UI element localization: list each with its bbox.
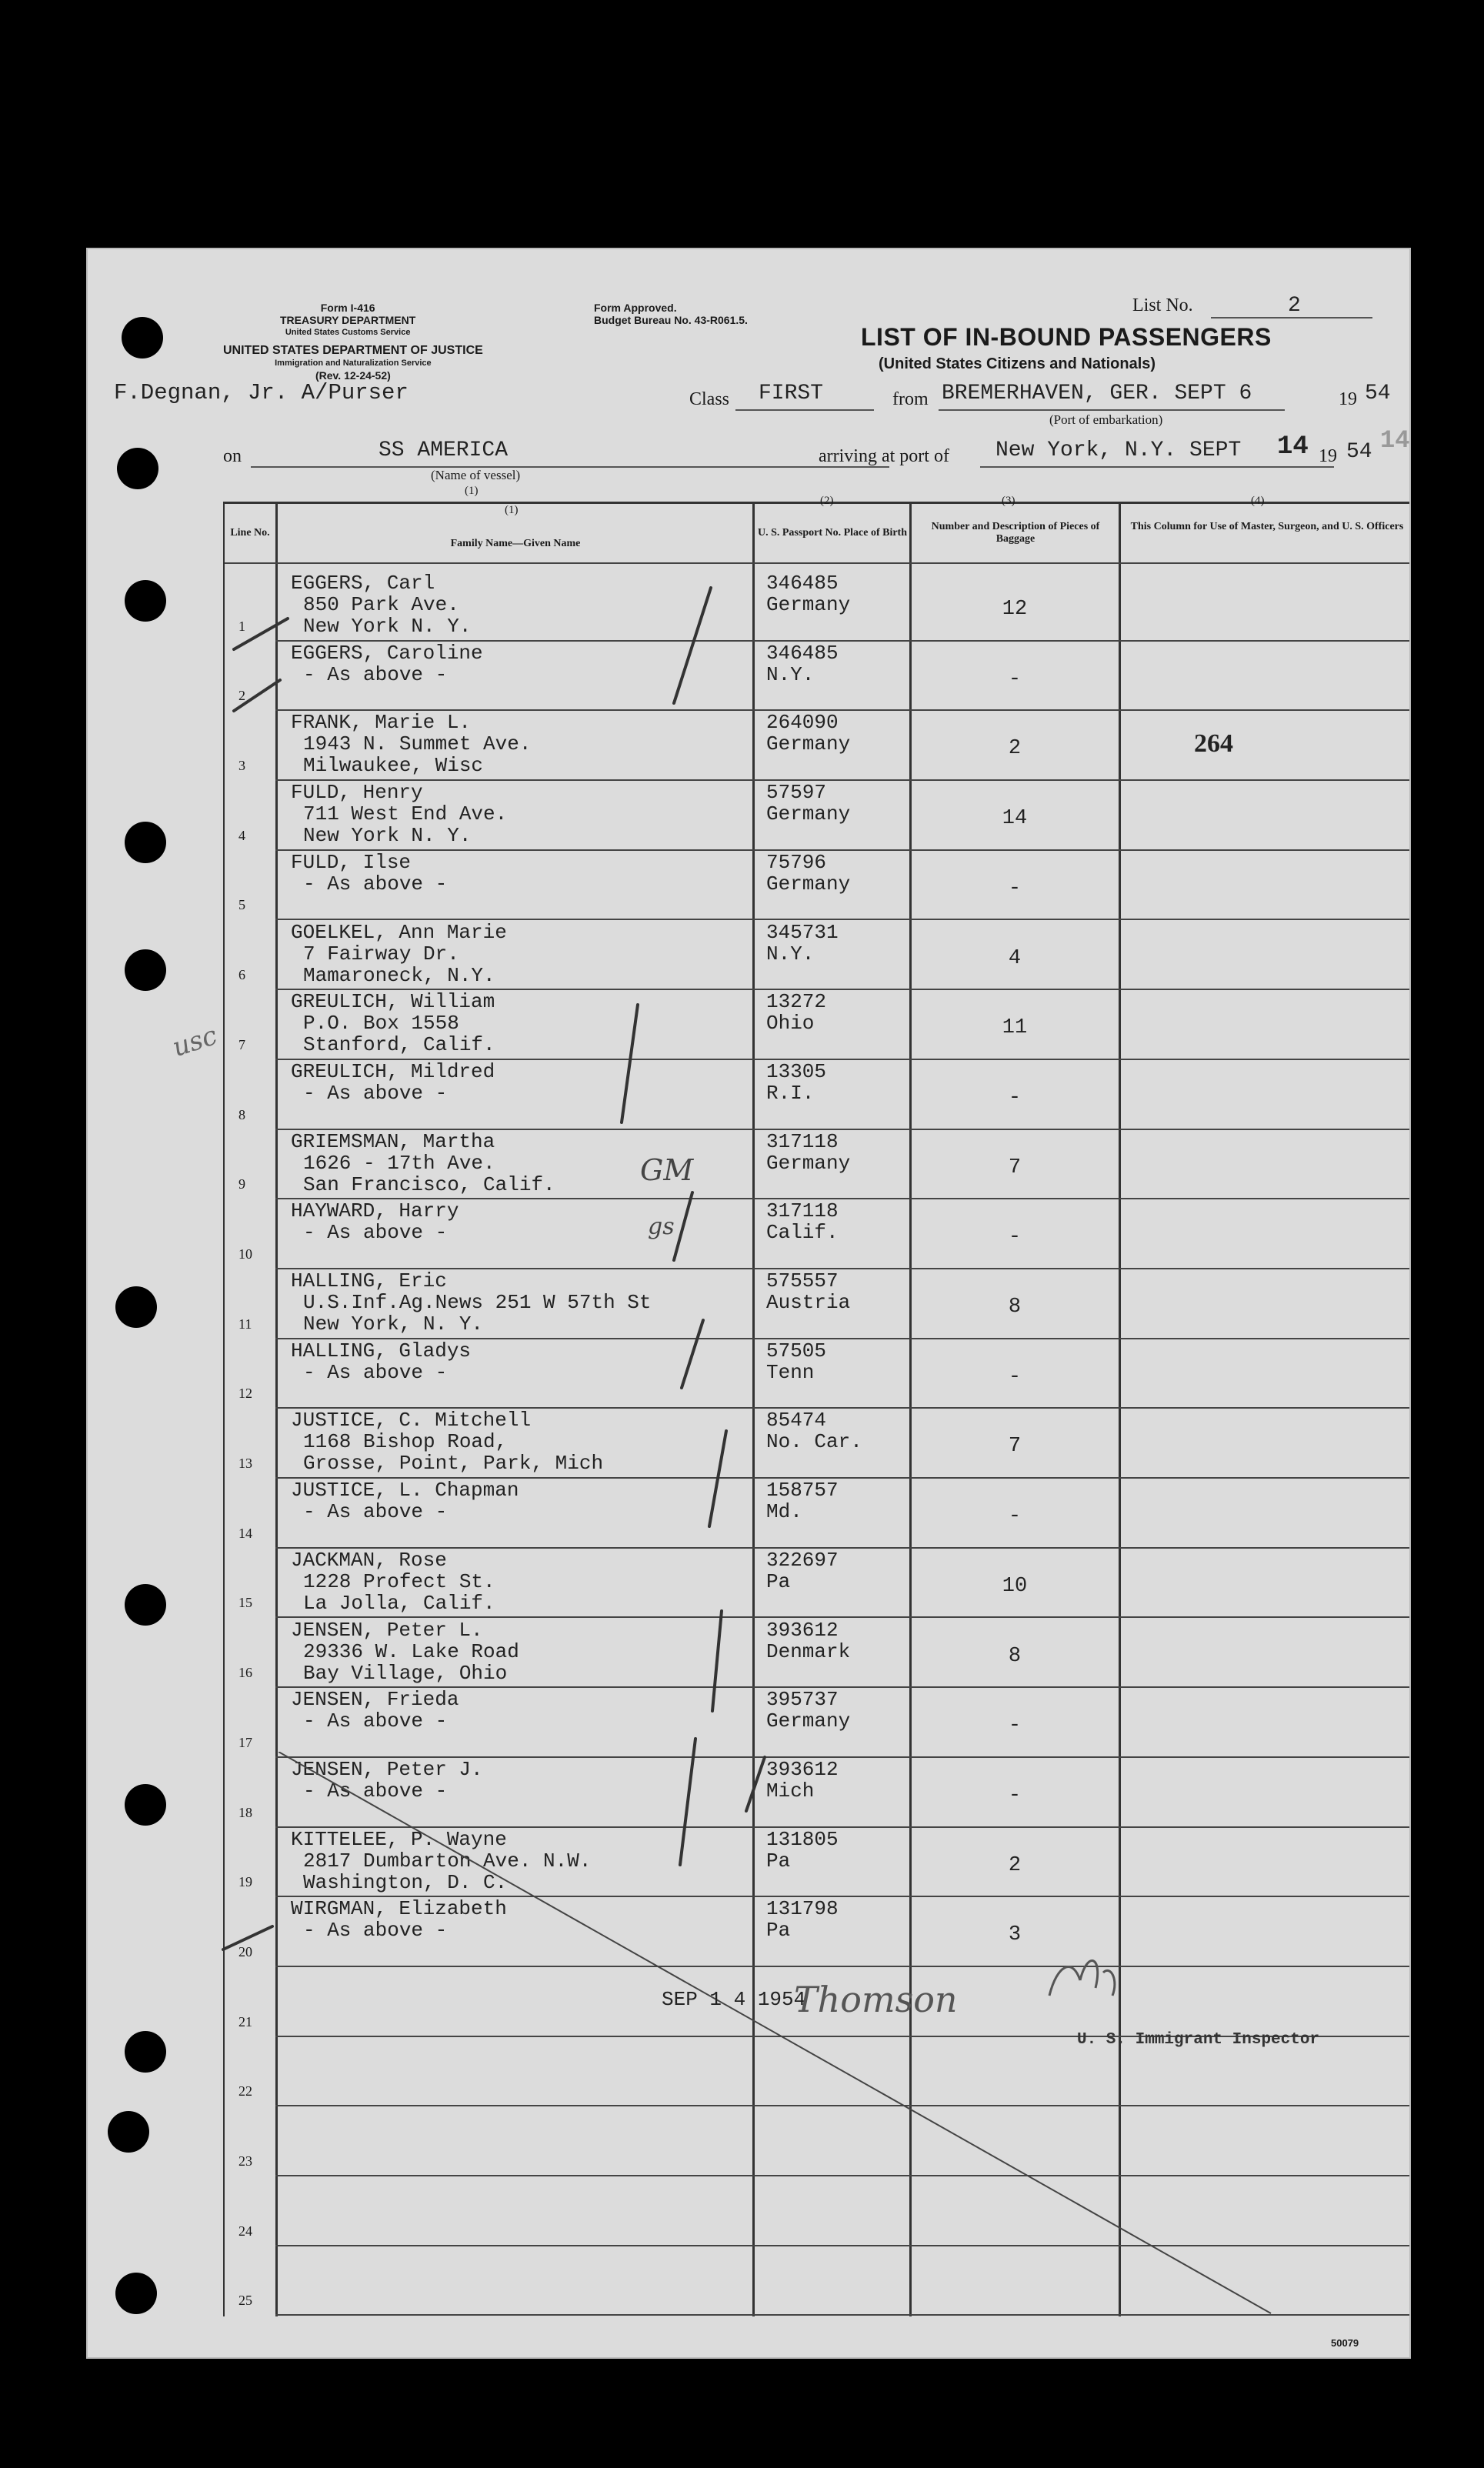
- form-number: Form I-416: [320, 302, 375, 314]
- passenger-address-line1: - As above -: [303, 1360, 448, 1384]
- page-subtitle: (United States Citizens and Nationals): [879, 355, 1156, 372]
- list-no-label: List No.: [1132, 295, 1193, 315]
- passenger-address-line1: 711 West End Ave.: [303, 802, 508, 826]
- passenger-address-line2: New York N. Y.: [303, 824, 472, 848]
- line-number: 16: [238, 1665, 252, 1681]
- passport-number: 575557: [766, 1269, 839, 1292]
- passenger-address-line1: 1228 Profect St.: [303, 1569, 495, 1593]
- arrival-day-margin: 14: [1380, 426, 1410, 455]
- line-number: 11: [238, 1316, 252, 1332]
- passenger-name: EGGERS, Carl: [291, 572, 435, 595]
- passenger-address-line2: Mamaroneck, N.Y.: [303, 963, 495, 987]
- passenger-name: GREULICH, William: [291, 990, 495, 1014]
- passenger-address-line2: New York, N. Y.: [303, 1312, 484, 1336]
- arrival-year-prefix: 19: [1319, 446, 1337, 466]
- passenger-name: EGGERS, Caroline: [291, 641, 483, 665]
- line-number: 10: [238, 1246, 252, 1262]
- passenger-name: FRANK, Marie L.: [291, 711, 472, 735]
- passenger-name: HAYWARD, Harry: [291, 1199, 459, 1223]
- place-of-birth: Germany: [766, 732, 851, 756]
- passport-number: 85474: [766, 1409, 827, 1432]
- line-number: 20: [238, 1943, 252, 1959]
- initials-gm: GM: [640, 1153, 694, 1187]
- col-num-4: (4): [1251, 495, 1265, 507]
- form-revision: (Rev. 12-24-52): [315, 369, 391, 382]
- line-number: 8: [238, 1106, 245, 1122]
- header-line-no: Line No.: [230, 527, 270, 539]
- passenger-address-line1: - As above -: [303, 1919, 448, 1943]
- passport-number: 75796: [766, 850, 827, 874]
- passenger-name: JENSEN, Peter L.: [291, 1618, 483, 1642]
- passenger-name: WIRGMAN, Elizabeth: [291, 1897, 507, 1921]
- baggage-count: -: [1008, 1086, 1022, 1109]
- passenger-name: GRIEMSMAN, Martha: [291, 1129, 495, 1153]
- baggage-count: 12: [1002, 598, 1028, 621]
- customs-service: United States Customs Service: [285, 328, 411, 337]
- arrival-day: 14: [1277, 432, 1309, 462]
- place-of-birth: Germany: [766, 802, 851, 826]
- place-of-birth: Germany: [766, 593, 851, 616]
- passenger-name: HALLING, Gladys: [291, 1339, 472, 1362]
- officer-note: 264: [1194, 729, 1233, 759]
- passport-number: 317118: [766, 1129, 839, 1153]
- header-name: Family Name—Given Name: [450, 538, 581, 549]
- place-of-birth: Ohio: [766, 1012, 815, 1036]
- arrival-year-suffix: 54: [1346, 440, 1372, 464]
- passenger-address-line1: - As above -: [303, 1709, 448, 1733]
- vessel-note: (Name of vessel): [431, 468, 521, 482]
- vessel-name: SS AMERICA: [379, 439, 509, 462]
- budget-bureau: Budget Bureau No. 43-R061.5.: [594, 314, 748, 326]
- vessel-col-num: (1): [465, 485, 479, 497]
- place-of-birth: Calif.: [766, 1221, 839, 1245]
- line-number: 12: [238, 1386, 252, 1402]
- line-number: 23: [238, 2153, 252, 2170]
- passenger-address-line1: 850 Park Ave.: [303, 593, 459, 616]
- year-suffix: 54: [1365, 382, 1391, 405]
- passenger-name: FULD, Ilse: [291, 850, 412, 874]
- place-of-birth: Mich: [766, 1779, 815, 1803]
- place-of-birth: Denmark: [766, 1639, 851, 1663]
- passenger-address-line1: 29336 W. Lake Road: [303, 1639, 519, 1663]
- passenger-address-line2: Stanford, Calif.: [303, 1033, 495, 1057]
- baggage-count: 11: [1002, 1016, 1028, 1040]
- stamp-date: SEP 1 4 1954: [662, 1988, 806, 2011]
- line-number: 19: [238, 1874, 252, 1890]
- year-prefix: 19: [1339, 389, 1357, 409]
- passenger-address-line1: - As above -: [303, 1500, 448, 1524]
- page-title: LIST OF IN-BOUND PASSENGERS: [861, 323, 1272, 351]
- passport-number: 393612: [766, 1757, 839, 1781]
- passenger-address-line2: Milwaukee, Wisc: [303, 754, 484, 778]
- line-number: 7: [238, 1036, 245, 1052]
- class-label: Class: [689, 389, 730, 409]
- place-of-birth: Germany: [766, 1709, 851, 1733]
- passenger-address-line2: San Francisco, Calif.: [303, 1172, 555, 1196]
- passenger-name: JENSEN, Peter J.: [291, 1757, 483, 1781]
- passport-number: 131805: [766, 1827, 839, 1851]
- place-of-birth: Germany: [766, 872, 851, 895]
- baggage-count: -: [1008, 1505, 1022, 1529]
- passenger-address-line1: - As above -: [303, 1221, 448, 1245]
- passport-number: 346485: [766, 572, 839, 595]
- line-number: 9: [238, 1176, 245, 1192]
- line-number: 24: [238, 2223, 252, 2239]
- passenger-list-sheet: [86, 248, 1411, 2359]
- baggage-count: -: [1008, 1365, 1022, 1389]
- passenger-address-line2: Washington, D. C.: [303, 1870, 508, 1894]
- line-number: 22: [238, 2083, 252, 2099]
- place-of-birth: Pa: [766, 1919, 791, 1943]
- passport-number: 57505: [766, 1339, 827, 1362]
- col-num-2: (2): [820, 495, 834, 507]
- baggage-count: -: [1008, 876, 1022, 900]
- line-number: 25: [238, 2293, 252, 2309]
- baggage-count: 2: [1008, 1853, 1022, 1877]
- passenger-name: GREULICH, Mildred: [291, 1059, 495, 1083]
- baggage-count: 14: [1002, 807, 1028, 831]
- passport-number: 345731: [766, 920, 839, 944]
- header-officers: This Column for Use of Master, Surgeon, and U. S. Officers: [1130, 521, 1404, 532]
- line-number: 4: [238, 827, 245, 843]
- handwritten-marks: [88, 249, 1409, 2357]
- line-number: 17: [238, 1734, 252, 1750]
- on-label: on: [223, 446, 242, 466]
- form-approved: Form Approved.: [594, 302, 677, 314]
- form-code: 50079: [1331, 2337, 1359, 2349]
- passport-number: 393612: [766, 1618, 839, 1642]
- initials-gs: gs: [648, 1213, 675, 1240]
- from-label: from: [892, 389, 929, 409]
- passenger-address-line2: Grosse, Point, Park, Mich: [303, 1452, 604, 1476]
- col-num-3: (3): [1002, 495, 1015, 507]
- line-number: 14: [238, 1525, 252, 1541]
- port-embark-note: (Port of embarkation): [1049, 412, 1163, 427]
- passport-number: 57597: [766, 781, 827, 805]
- passenger-address-line2: La Jolla, Calif.: [303, 1591, 495, 1615]
- passenger-address-line1: - As above -: [303, 662, 448, 686]
- passport-number: 131798: [766, 1897, 839, 1921]
- passenger-address-line1: U.S.Inf.Ag.News 251 W 57th St: [303, 1291, 652, 1314]
- baggage-count: -: [1008, 1783, 1022, 1807]
- passenger-address-line1: 1168 Bishop Road,: [303, 1430, 508, 1454]
- place-of-birth: Germany: [766, 1151, 851, 1175]
- treasury-dept: TREASURY DEPARTMENT: [280, 314, 416, 326]
- passport-number: 13305: [766, 1059, 827, 1083]
- place-of-birth: No. Car.: [766, 1430, 862, 1454]
- baggage-count: -: [1008, 1226, 1022, 1249]
- baggage-count: 8: [1008, 1644, 1022, 1668]
- from-value: BREMERHAVEN, GER. SEPT 6: [942, 382, 1252, 405]
- line-number: 6: [238, 967, 245, 983]
- header-passport: U. S. Passport No. Place of Birth: [757, 527, 908, 539]
- passenger-address-line1: 7 Fairway Dr.: [303, 942, 459, 966]
- line-number: 15: [238, 1595, 252, 1611]
- baggage-count: 2: [1008, 737, 1022, 761]
- passenger-address-line1: - As above -: [303, 1081, 448, 1105]
- passport-number: 346485: [766, 641, 839, 665]
- passenger-address-line1: 2817 Dumbarton Ave. N.W.: [303, 1849, 592, 1873]
- place-of-birth: Pa: [766, 1849, 791, 1873]
- col-num-1: (1): [505, 504, 519, 516]
- passenger-name: HALLING, Eric: [291, 1269, 447, 1292]
- baggage-count: 10: [1002, 1574, 1028, 1598]
- header-baggage: Number and Description of Pieces of Baggage: [931, 521, 1100, 545]
- line-number: 21: [238, 2013, 252, 2029]
- place-of-birth: R.I.: [766, 1081, 815, 1105]
- passenger-address-line1: P.O. Box 1558: [303, 1012, 459, 1036]
- passenger-address-line1: 1626 - 17th Ave.: [303, 1151, 495, 1175]
- line-number: 5: [238, 897, 245, 913]
- passenger-address-line2: Bay Village, Ohio: [303, 1661, 508, 1685]
- passport-number: 395737: [766, 1688, 839, 1712]
- baggage-count: 4: [1008, 946, 1022, 970]
- passenger-name: JACKMAN, Rose: [291, 1548, 447, 1572]
- passenger-name: FULD, Henry: [291, 781, 423, 805]
- line-number: 3: [238, 758, 245, 774]
- passenger-name: JENSEN, Frieda: [291, 1688, 459, 1712]
- place-of-birth: N.Y.: [766, 942, 815, 966]
- passenger-address-line2: New York N. Y.: [303, 615, 472, 638]
- baggage-count: -: [1008, 1714, 1022, 1738]
- baggage-count: -: [1008, 667, 1022, 691]
- list-no-value: 2: [1288, 294, 1301, 318]
- passenger-address-line1: - As above -: [303, 1779, 448, 1803]
- arriving-label: arriving at port of: [819, 446, 949, 466]
- inspector-signature: Thomson: [794, 1979, 958, 2020]
- place-of-birth: Tenn: [766, 1360, 815, 1384]
- passport-number: 158757: [766, 1479, 839, 1502]
- punch-hole: [125, 2426, 166, 2468]
- passenger-name: JUSTICE, C. Mitchell: [291, 1409, 532, 1432]
- passport-number: 322697: [766, 1548, 839, 1572]
- inspector-title: U. S. Immigrant Inspector: [1077, 2031, 1320, 2049]
- arrival-value: New York, N.Y. SEPT: [995, 439, 1242, 462]
- baggage-count: 8: [1008, 1296, 1022, 1319]
- class-value: FIRST: [759, 382, 824, 405]
- place-of-birth: Austria: [766, 1291, 851, 1314]
- justice-dept: UNITED STATES DEPARTMENT OF JUSTICE: [223, 344, 483, 357]
- place-of-birth: Md.: [766, 1500, 802, 1524]
- passport-number: 317118: [766, 1199, 839, 1223]
- passport-number: 13272: [766, 990, 827, 1014]
- line-number: 2: [238, 688, 245, 704]
- line-number: 13: [238, 1456, 252, 1472]
- place-of-birth: Pa: [766, 1569, 791, 1593]
- passenger-name: KITTELEE, P. Wayne: [291, 1827, 507, 1851]
- passenger-address-line1: - As above -: [303, 872, 448, 895]
- margin-note: usc: [168, 1019, 222, 1064]
- baggage-count: 3: [1008, 1923, 1022, 1947]
- passenger-name: GOELKEL, Ann Marie: [291, 920, 507, 944]
- passenger-name: JUSTICE, L. Chapman: [291, 1479, 519, 1502]
- baggage-count: 7: [1008, 1435, 1022, 1459]
- purser-name: F.Degnan, Jr. A/Purser: [114, 380, 409, 405]
- passport-number: 264090: [766, 711, 839, 735]
- passenger-address-line1: 1943 N. Summet Ave.: [303, 732, 532, 756]
- place-of-birth: N.Y.: [766, 662, 815, 686]
- line-number: 1: [238, 618, 245, 634]
- ins-service: Immigration and Naturalization Service: [275, 359, 432, 368]
- baggage-count: 7: [1008, 1156, 1022, 1179]
- line-number: 18: [238, 1804, 252, 1820]
